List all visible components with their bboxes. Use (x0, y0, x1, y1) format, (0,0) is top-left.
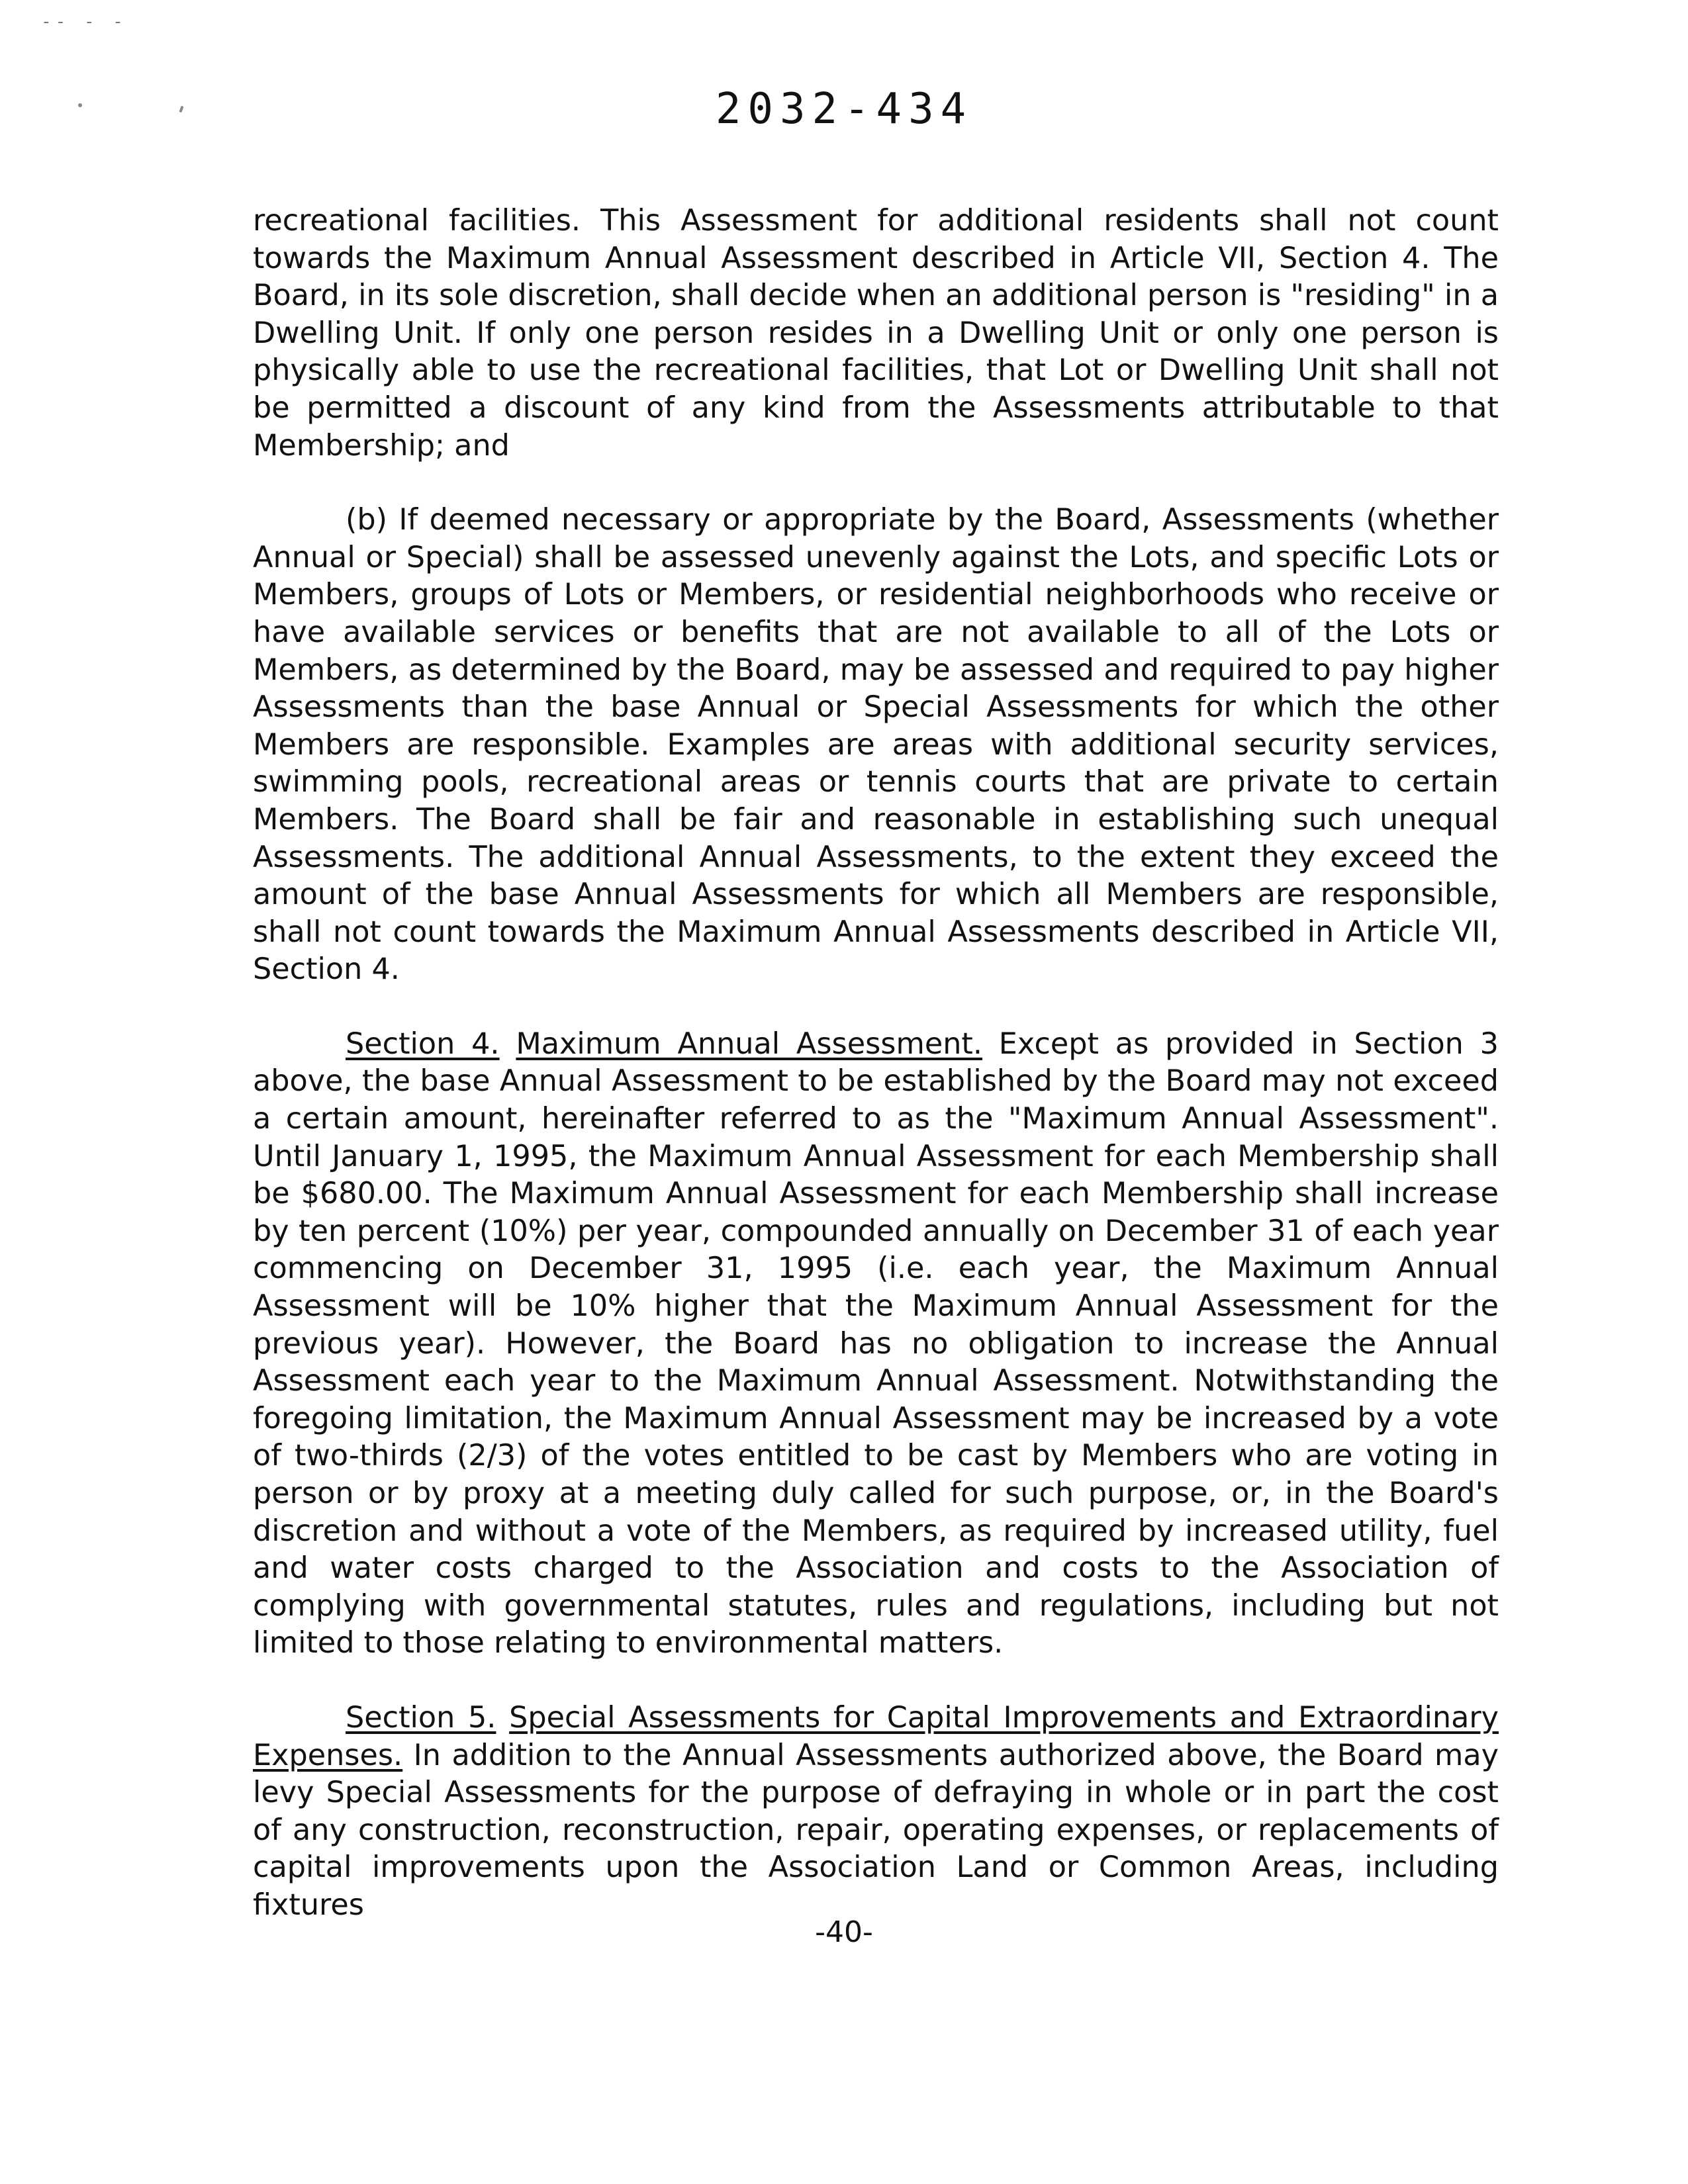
paragraph-uneven-assessments: (b) If deemed necessary or appropriate by the Board, Assessments (whether Annual or Special) shall be assessed unevenly against the Lots, and specific Lots or Members, groups of Lots or Members, or residential neighborhoods who receive or have available services or benefits that are not available to all of the Lots or Members, as determined by the Board, may be assessed and required to pay higher Assessments than the base Annual or Special Assessments for which the other Members are responsible. Examples are areas with additional security services, swimming pools, recreational areas or tennis courts that are private to certain Members. The Board shall be fair and reasonable in establishing such unequal Assessments. The additional Annual Assessments, to the extent they exceed the amount of the base Annual Assessments for which all Members are responsible, shall not count towards the Maximum Annual Assessments described in Article VII, Section 4. (253, 503, 1499, 987)
section-4-title: Maximum Annual Assessment. (516, 1026, 982, 1061)
page-number: -40- (815, 1915, 873, 1949)
paragraph-recreational-facilities: recreational facilities. This Assessment for additional residents shall not count towards the Maximum Annual Assessment described in Article VII, Section 4. The Board, in its sole discretion, shall decide when an additional person is "residing" in a Dwelling Unit. If only one person resides in a Dwelling Unit or only one person is physically able to use the recreational facilities, that Lot or Dwelling Unit shall not be permitted a discount of any kind from the Assessments attributable to that Membership; and (253, 204, 1499, 463)
paragraph-section-4 (253, 1026, 1499, 1662)
section-5-number: Section 5. (346, 1700, 496, 1735)
book-page-reference: 2032-434 (715, 85, 973, 134)
document-body (253, 203, 1499, 1962)
scan-corner-marks: -- - - (41, 12, 127, 32)
section-4-number: Section 4. (346, 1026, 500, 1061)
paragraph-section-5 (253, 1700, 1499, 1925)
section-5-title: Special Assessments for Capital Improvements and Extraordinary Expenses. (253, 1700, 1499, 1772)
section-4-text: Except as provided in Section 3 above, the base Annual Assessment to be established by the Board may not exceed a certain amount, hereinafter referred to as the "Maximum Annual Assessment". Until January 1, 1995, the Maximum Annual Assessment for each Membership shall be $680.00. The Maximum Annual Assessment for each Membership shall increase by ten percent (10%) per year, compounded annually on December 31 of each year commencing on December 31, 1995 (i.e. each year, the Maximum Annual Assessment will be 10% higher that the Maximum Annual Assessment for the previous year). However, the Board has no obligation to increase the Annual Assessment each year to the Maximum Annual Assessment. Notwithstanding the foregoing limitation, the Maximum Annual Assessment may be increased by a vote of two-thirds (2/3) of the votes entitled to be cast by Members who are voting in person or by proxy at a meeting duly called for such purpose, or, in the Board's discretion and without a vote of the Members, as required by increased utility, fuel and water costs charged to the Association and costs to the Association of complying with governmental statutes, rules and regulations, including but not limited to those relating to environmental matters. (253, 1026, 1499, 1661)
section-5-text: In addition to the Annual Assessments authorized above, the Board may levy Special Assessments for the purpose of defraying in whole or in part the cost of any construction, reconstruction, repair, operating expenses, or replacements of capital improvements upon the Association Land or Common Areas, including fixtures (253, 1738, 1499, 1922)
